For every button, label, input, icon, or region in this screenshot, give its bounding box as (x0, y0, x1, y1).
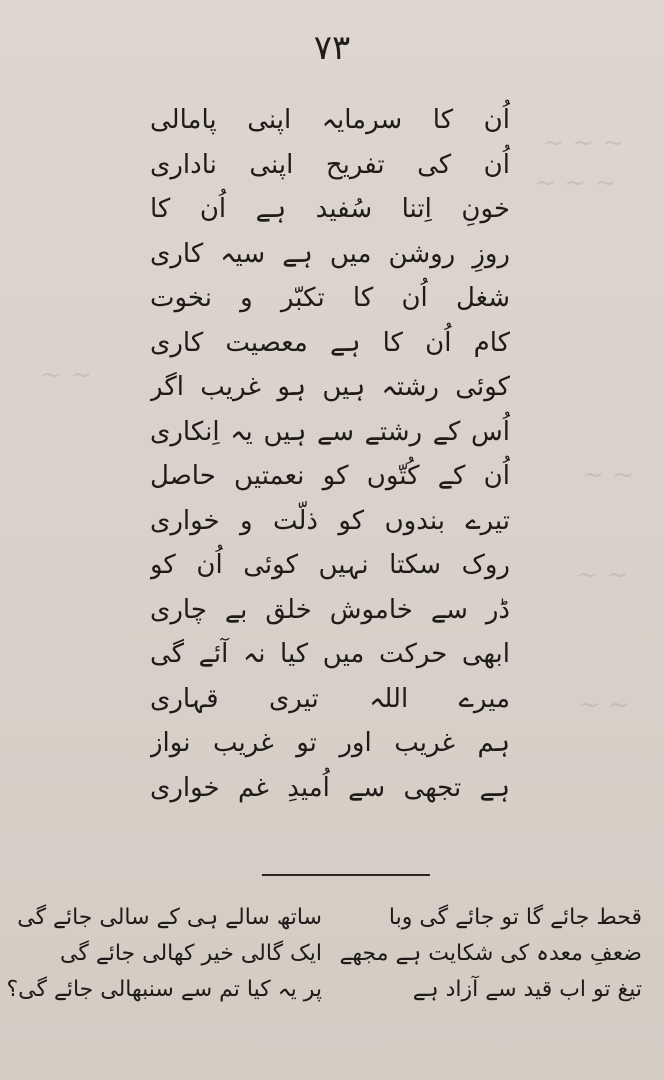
poem-line: ہے تجھی سے اُمیدِ غم خواری (150, 772, 510, 803)
poem-line: اُن کے کُتّوں کو نعمتیں حاصل (150, 461, 510, 491)
poem-line: روک سکتا نہیں کوئی اُن کو (150, 550, 510, 580)
page-number: ۷۳ (313, 28, 351, 68)
poem-line: ڈر سے خاموش خلق بے چاری (150, 594, 510, 625)
bleed-through-background: ~ ~ ~ ~ ~ ~ ~ ~ ~ ~ ~ ~ ~ ~ (40, 128, 634, 720)
footer-line: تیغ تو اب قید سے آزاد ہے (412, 977, 642, 1002)
footer-verse-right (339, 900, 642, 1008)
poem-line: تیرے بندوں کو ذلّت و خواری (150, 505, 510, 536)
footer-line: قحط جائے گا تو جائے گی وبا (388, 905, 642, 930)
footer-verse-left (6, 900, 322, 1008)
footer-line: ایک گالی خیر کھالی جائے گی (60, 941, 322, 966)
footer-line: پر یہ کیا تم سے سنبھالی جائے گی؟ (6, 977, 322, 1002)
section-divider (262, 874, 430, 876)
poem-line: اُن کی تفریح اپنی ناداری (150, 149, 510, 180)
poem-line: اُس کے رشتے سے ہیں یہ اِنکاری (150, 416, 510, 447)
poem-line: کوئی رشتہ ہیں ہو غریب اگر (150, 372, 510, 402)
poem-line: روزِ روشن میں ہے سیہ کاری (150, 238, 510, 269)
poem-body (150, 98, 510, 810)
poem-line: شغل اُن کا تکبّر و نخوت (150, 283, 510, 313)
footer-line: ساتھ سالے ہی کے سالی جائے گی (17, 905, 322, 930)
footer-line: ضعفِ معدہ کی شکایت ہے مجھے (339, 941, 642, 966)
poem-line: خونِ اِتنا سُفید ہے اُن کا (150, 194, 510, 224)
poem-line: کام اُن کا ہے معصیت کاری (150, 327, 510, 358)
poem-line: میرے اللہ تیری قہاری (150, 683, 510, 714)
poem-line: اُن کا سرمایہ اپنی پامالی (150, 105, 510, 135)
poem-line: ابھی حرکت میں کیا نہ آئے گی (150, 639, 510, 669)
poem-line: ہم غریب اور تو غریب نواز (150, 728, 510, 758)
